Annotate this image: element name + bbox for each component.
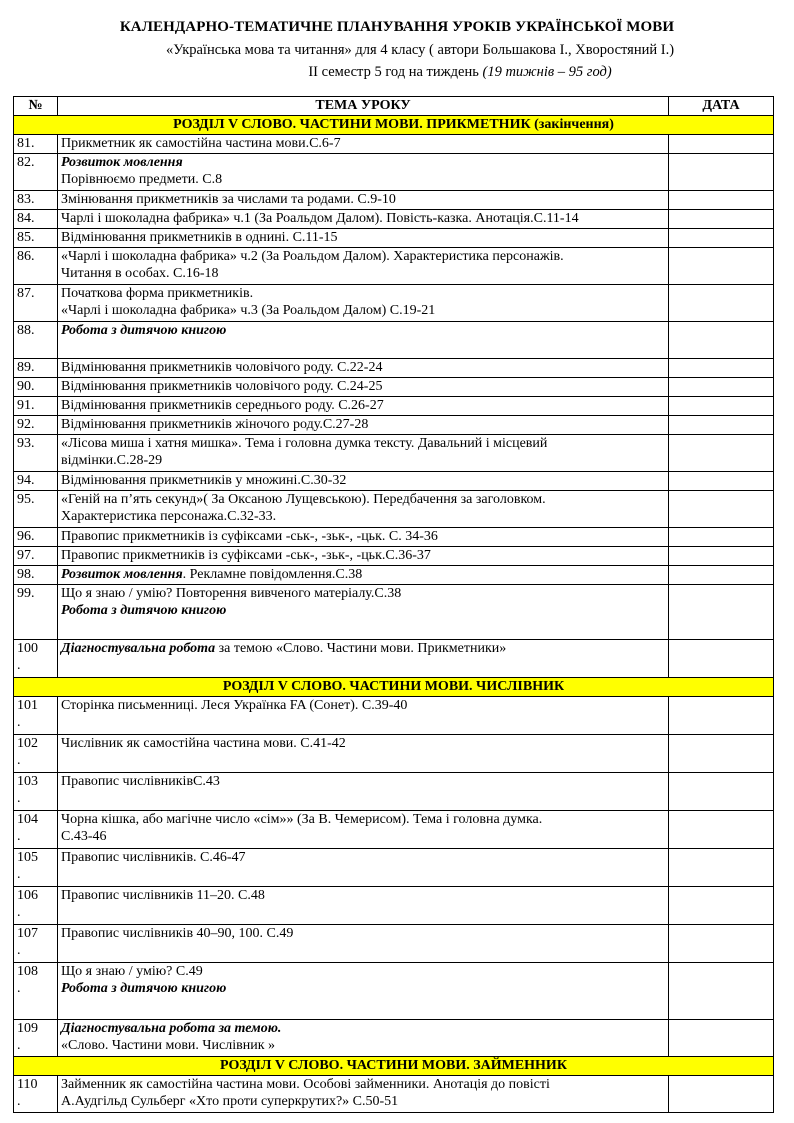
- row-number: 95.: [14, 491, 58, 528]
- page-header: [0, 0, 794, 86]
- topic-heading: Діагностувальна робота: [61, 641, 216, 656]
- table-row: [14, 547, 774, 566]
- table-row: [14, 1076, 774, 1113]
- row-topic: [58, 472, 669, 491]
- row-number: 90.: [14, 378, 58, 397]
- row-number: 81.: [14, 135, 58, 154]
- topic-text: Правопис числівників 40–90, 100. С.49: [61, 926, 294, 941]
- row-number-digits: 100: [17, 641, 38, 656]
- row-number: 92.: [14, 416, 58, 435]
- table-row: [14, 849, 774, 887]
- row-topic: [58, 285, 669, 322]
- row-number-digits: 110: [17, 1077, 38, 1092]
- row-topic: [58, 154, 669, 191]
- topic-text: Правопис числівників. С.46-47: [61, 850, 246, 865]
- row-number: 98.: [14, 566, 58, 585]
- row-number: 93.: [14, 435, 58, 472]
- row-topic: [58, 811, 669, 849]
- table-row: [14, 585, 774, 640]
- topic-text-line2: А.Аудгільд Сульберг «Хто проти суперкрутих?» С.50-51: [61, 1094, 399, 1109]
- row-number-dot: .: [17, 715, 21, 730]
- row-topic: [58, 397, 669, 416]
- row-date: [669, 491, 774, 528]
- row-date: [669, 378, 774, 397]
- table-row: [14, 397, 774, 416]
- row-number-digits: 103: [17, 774, 38, 789]
- table-row: [14, 811, 774, 849]
- row-topic: [58, 1076, 669, 1113]
- table-row: [14, 229, 774, 248]
- row-number: 84.: [14, 210, 58, 229]
- row-topic: [58, 735, 669, 773]
- row-date: [669, 285, 774, 322]
- row-topic: [58, 925, 669, 963]
- row-number-dot: .: [17, 829, 21, 844]
- semester-hours: ІІ семестр 5 год на тиждень: [308, 64, 479, 80]
- topic-text: Займенник як самостійна частина мови. Особові займенники. Анотація до повісті: [61, 1077, 550, 1092]
- row-number-dot: .: [17, 867, 21, 882]
- row-date: [669, 191, 774, 210]
- row-number: 99.: [14, 585, 58, 640]
- topic-heading: Розвиток мовлення: [61, 155, 183, 170]
- row-number: 86.: [14, 248, 58, 285]
- row-number: 97.: [14, 547, 58, 566]
- table-row: [14, 566, 774, 585]
- row-number: 89.: [14, 359, 58, 378]
- topic-text: Сторінка письменниці. Леся Українка FA (Сонет). С.39-40: [61, 698, 408, 713]
- table-row: [14, 154, 774, 191]
- topic-text-line2: «Чарлі і шоколадна фабрика» ч.3 (За Роальдом Далом) С.19-21: [61, 303, 436, 318]
- row-date: [669, 472, 774, 491]
- table-row: [14, 1020, 774, 1057]
- row-number: 96.: [14, 528, 58, 547]
- row-topic: [58, 359, 669, 378]
- row-topic: [58, 849, 669, 887]
- row-number: 88.: [14, 322, 58, 359]
- table-row: [14, 248, 774, 285]
- row-number-dot: .: [17, 981, 21, 996]
- semester-note: (19 тижнів – 95 год): [482, 64, 612, 80]
- section-row-pronoun: [14, 1057, 774, 1076]
- row-topic: [58, 1020, 669, 1057]
- row-number-dot: .: [17, 658, 21, 673]
- row-date: [669, 135, 774, 154]
- topic-text: Початкова форма прикметників.: [61, 286, 254, 301]
- table-row: [14, 640, 774, 678]
- row-number: [14, 1020, 58, 1057]
- table-row: [14, 773, 774, 811]
- row-date: [669, 322, 774, 359]
- row-topic: [58, 887, 669, 925]
- topic-text: Правопис прикметників із суфіксами -ськ-, -зьк-, -цьк. С. 34-36: [61, 529, 438, 544]
- topic-text: Чорна кішка, або магічне число «сім»» (За В. Чемерисом). Тема і головна думка.: [61, 812, 543, 827]
- row-number-digits: 105: [17, 850, 38, 865]
- row-date: [669, 416, 774, 435]
- table-row: [14, 210, 774, 229]
- row-date: [669, 697, 774, 735]
- row-number-dot: .: [17, 791, 21, 806]
- topic-text: Відмінювання прикметників чоловічого роду. С.22-24: [61, 360, 383, 375]
- row-number: [14, 849, 58, 887]
- row-date: [669, 1020, 774, 1057]
- table-row: [14, 435, 774, 472]
- row-date: [669, 229, 774, 248]
- row-topic: [58, 435, 669, 472]
- row-topic: [58, 963, 669, 1020]
- col-number-header: №: [14, 97, 58, 116]
- section-title: РОЗДІЛ V СЛОВО. ЧАСТИНИ МОВИ. ПРИКМЕТНИК (закінчення): [14, 116, 774, 135]
- row-date: [669, 154, 774, 191]
- row-date: [669, 963, 774, 1020]
- row-date: [669, 735, 774, 773]
- row-topic: [58, 135, 669, 154]
- topic-text: «Лісова миша і хатня мишка». Тема і головна думка тексту. Давальний і місцевий: [61, 436, 548, 451]
- row-date: [669, 528, 774, 547]
- topic-text: Числівник як самостійна частина мови. С.41-42: [61, 736, 346, 751]
- row-date: [669, 887, 774, 925]
- topic-text: Що я знаю / умію? С.49: [61, 964, 203, 979]
- semester-info: [200, 64, 720, 81]
- row-number-dot: .: [17, 943, 21, 958]
- row-number: [14, 1076, 58, 1113]
- row-number: 87.: [14, 285, 58, 322]
- row-date: [669, 585, 774, 640]
- table-row: [14, 416, 774, 435]
- row-topic: [58, 191, 669, 210]
- row-topic: [58, 378, 669, 397]
- row-number: [14, 925, 58, 963]
- row-topic: [58, 773, 669, 811]
- row-topic: [58, 229, 669, 248]
- row-number: [14, 773, 58, 811]
- row-topic: [58, 210, 669, 229]
- topic-text: Відмінювання прикметників середнього роду. С.26-27: [61, 398, 384, 413]
- table-row: [14, 359, 774, 378]
- table-row: [14, 963, 774, 1020]
- lesson-plan-table: [13, 96, 774, 1113]
- topic-text: «Слово. Частини мови. Числівник »: [61, 1038, 275, 1053]
- table-row: [14, 887, 774, 925]
- row-date: [669, 566, 774, 585]
- row-date: [669, 811, 774, 849]
- row-number-digits: 106: [17, 888, 38, 903]
- row-topic: [58, 697, 669, 735]
- row-date: [669, 359, 774, 378]
- row-date: [669, 547, 774, 566]
- topic-text: Правопис числівників 11–20. С.48: [61, 888, 265, 903]
- row-number-dot: .: [17, 905, 21, 920]
- row-number: 82.: [14, 154, 58, 191]
- topic-text: Правопис прикметників із суфіксами -ськ-, -зьк-, -цьк.С.36-37: [61, 548, 431, 563]
- page-subtitle: «Українська мова та читання» для 4 класу ( автори Большакова І., Хворостяний І.): [165, 42, 675, 58]
- topic-text: Правопис числівниківС.43: [61, 774, 220, 789]
- row-topic: [58, 491, 669, 528]
- topic-text: «Чарлі і шоколадна фабрика» ч.2 (За Роальдом Далом). Характеристика персонажів.: [61, 249, 564, 264]
- topic-heading: Робота з дитячою книгою: [61, 603, 227, 618]
- section-row-numeral: [14, 678, 774, 697]
- row-topic: [58, 416, 669, 435]
- row-number-digits: 102: [17, 736, 38, 751]
- table-row: [14, 322, 774, 359]
- row-topic: [58, 566, 669, 585]
- row-number-dot: .: [17, 1094, 21, 1109]
- topic-text: Прикметник як самостійна частина мови.С.6-7: [61, 136, 341, 151]
- topic-text: Чарлі і шоколадна фабрика» ч.1 (За Роальдом Далом). Повість-казка. Анотація.С.11-14: [61, 211, 579, 226]
- topic-text: Відмінювання прикметників жіночого роду.С.27-28: [61, 417, 369, 432]
- page-title: КАЛЕНДАРНО-ТЕМАТИЧНЕ ПЛАНУВАННЯ УРОКІВ УКРАЇНСЬКОЇ МОВИ: [119, 19, 675, 35]
- topic-text-line2: відмінки.С.28-29: [61, 453, 163, 468]
- table-row: [14, 191, 774, 210]
- row-number: [14, 963, 58, 1020]
- topic-heading: Робота з дитячою книгою: [61, 981, 227, 996]
- row-number: 85.: [14, 229, 58, 248]
- topic-heading: Робота з дитячою книгою: [61, 323, 227, 338]
- topic-text: Порівнюємо предмети. С.8: [61, 172, 223, 187]
- table-row: [14, 735, 774, 773]
- topic-text-line2: С.43-46: [61, 829, 107, 844]
- topic-text: . Рекламне повідомлення.С.38: [182, 567, 363, 582]
- row-date: [669, 849, 774, 887]
- topic-text-line2: Характеристика персонажа.С.32-33.: [61, 509, 277, 524]
- topic-text: Змінювання прикметників за числами та родами. С.9-10: [61, 192, 396, 207]
- table-row: [14, 378, 774, 397]
- table-header-row: [14, 97, 774, 116]
- row-date: [669, 640, 774, 678]
- row-number-digits: 101: [17, 698, 38, 713]
- section-row-adjective: [14, 116, 774, 135]
- row-number-digits: 107: [17, 926, 38, 941]
- row-number: [14, 697, 58, 735]
- col-date-header: ДАТА: [669, 97, 774, 116]
- table-row: [14, 528, 774, 547]
- section-title: РОЗДІЛ V СЛОВО. ЧАСТИНИ МОВИ. ЧИСЛІВНИК: [14, 678, 774, 697]
- row-date: [669, 925, 774, 963]
- row-topic: [58, 585, 669, 640]
- row-number: 91.: [14, 397, 58, 416]
- row-number-digits: 108: [17, 964, 38, 979]
- row-number-dot: .: [17, 753, 21, 768]
- topic-text: «Геній на п’ять секунд»( За Оксаною Лущевською). Передбачення за заголовком.: [61, 492, 546, 507]
- topic-text: Відмінювання прикметників в однині. С.11-15: [61, 230, 338, 245]
- row-date: [669, 435, 774, 472]
- row-date: [669, 397, 774, 416]
- row-number: 83.: [14, 191, 58, 210]
- row-topic: [58, 547, 669, 566]
- table-row: [14, 491, 774, 528]
- table-row: [14, 135, 774, 154]
- topic-heading: Розвиток мовлення: [61, 567, 183, 582]
- row-number: [14, 811, 58, 849]
- row-number-digits: 109: [17, 1021, 38, 1036]
- topic-text: за темою «Слово. Частини мови. Прикметники»: [215, 641, 507, 656]
- col-topic-header: ТЕМА УРОКУ: [58, 97, 669, 116]
- topic-heading: Діагностувальна робота за темою.: [61, 1021, 282, 1036]
- row-number: [14, 735, 58, 773]
- row-number: [14, 887, 58, 925]
- row-topic: [58, 640, 669, 678]
- row-date: [669, 248, 774, 285]
- table-row: [14, 697, 774, 735]
- row-topic: [58, 528, 669, 547]
- table-row: [14, 472, 774, 491]
- row-date: [669, 1076, 774, 1113]
- section-title: РОЗДІЛ V СЛОВО. ЧАСТИНИ МОВИ. ЗАЙМЕННИК: [14, 1057, 774, 1076]
- row-date: [669, 773, 774, 811]
- row-number-dot: .: [17, 1038, 21, 1053]
- topic-text: Відмінювання прикметників чоловічого роду. С.24-25: [61, 379, 383, 394]
- row-number: 94.: [14, 472, 58, 491]
- row-topic: [58, 248, 669, 285]
- topic-text: Відмінювання прикметників у множині.С.30-32: [61, 473, 347, 488]
- table-row: [14, 925, 774, 963]
- table-row: [14, 285, 774, 322]
- row-topic: [58, 322, 669, 359]
- row-date: [669, 210, 774, 229]
- topic-text: Що я знаю / умію? Повторення вивченого матеріалу.С.38: [61, 586, 402, 601]
- row-number: [14, 640, 58, 678]
- topic-text-line2: Читання в особах. С.16-18: [61, 266, 219, 281]
- row-number-digits: 104: [17, 812, 38, 827]
